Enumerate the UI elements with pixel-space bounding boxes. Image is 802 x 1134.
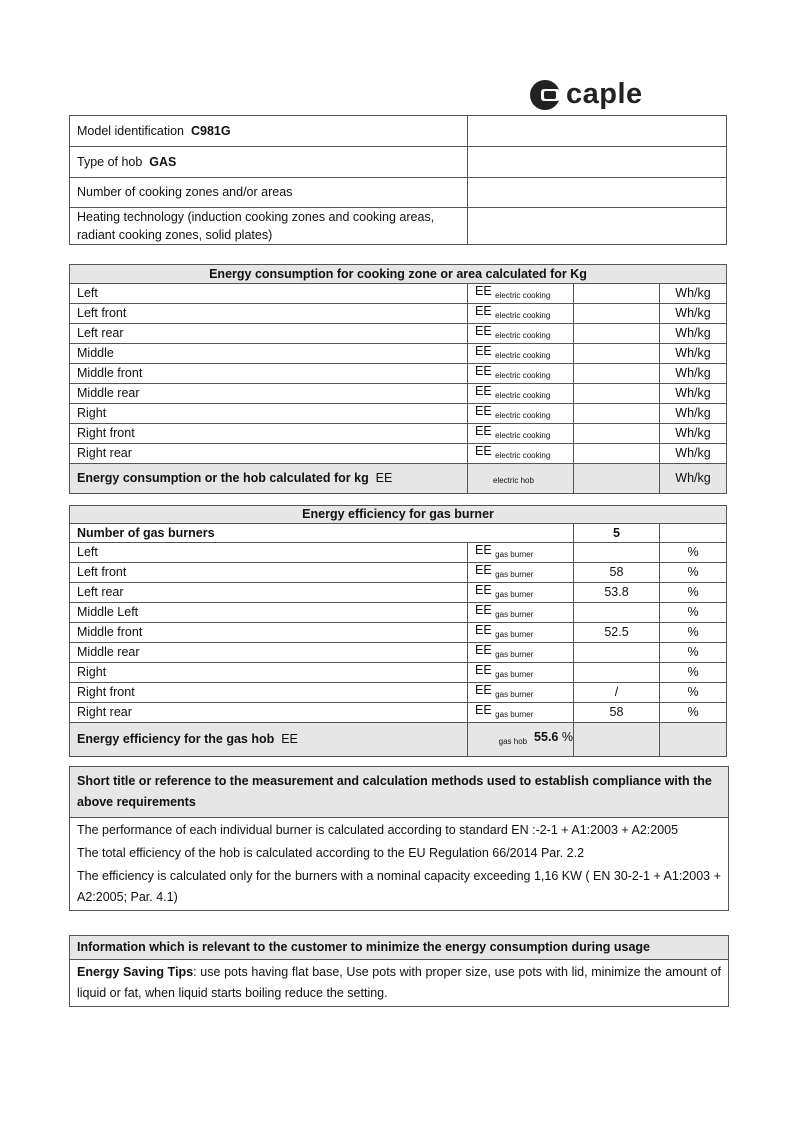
ee-label	[468, 623, 574, 643]
gas-row	[70, 663, 727, 683]
ee-subscript: gas burner	[495, 570, 534, 579]
electric-row	[70, 324, 727, 344]
ee-text: EE	[475, 603, 492, 617]
gas-row	[70, 683, 727, 703]
zone-value	[574, 444, 660, 464]
methods-line: The performance of each individual burner is calculated according to standard EN :-2-1 + A1:2003 + A2:2005	[77, 823, 679, 837]
zone-value	[574, 424, 660, 444]
ee-label	[468, 703, 574, 723]
ee-label	[468, 603, 574, 623]
burner-name: Middle front	[70, 623, 468, 643]
electric-row	[70, 364, 727, 384]
ee-subscript: electric cooking	[495, 311, 551, 320]
ee-text: EE	[375, 471, 393, 485]
gas-row	[70, 703, 727, 723]
methods-line: The total efficiency of the hob is calculated according to the EU Regulation 66/2014 Par. 2.2	[77, 846, 585, 860]
info-row	[70, 116, 727, 147]
burner-value: 58	[574, 563, 660, 583]
ee-subscript: gas burner	[495, 550, 534, 559]
info-value	[468, 178, 727, 208]
zone-name: Left rear	[70, 324, 468, 344]
zone-value	[574, 344, 660, 364]
info-row	[70, 208, 727, 245]
total-label	[70, 723, 468, 757]
gas-row	[70, 603, 727, 623]
ee-text: EE	[475, 543, 492, 557]
ee-text: EE	[475, 703, 492, 717]
ee-text: EE	[475, 444, 492, 458]
ee-text: EE	[475, 404, 492, 418]
methods-title: Short title or reference to the measurement and calculation methods used to establish compliance with the above requirements	[70, 767, 728, 818]
ee-subscript: gas burner	[495, 610, 534, 619]
ee-subscript: gas hob	[498, 737, 528, 746]
burner-name: Right	[70, 663, 468, 683]
burners-label: Number of gas burners	[70, 524, 574, 543]
methods-line: The efficiency is calculated only for the burners with a nominal capacity exceeding 1,16 KW ( EN 30-2-1 + A1:2003 + A2:2005; Par. 4.1)	[77, 869, 721, 904]
unit: Wh/kg	[660, 464, 727, 494]
total-ee	[468, 723, 574, 757]
burner-value	[574, 663, 660, 683]
tips-panel	[69, 935, 729, 1007]
ee-label	[468, 384, 574, 404]
total-label-text: Energy consumption or the hob calculated for kg	[77, 471, 369, 485]
ee-text: EE	[475, 364, 492, 378]
total-unit: %	[561, 730, 573, 744]
ee-text: EE	[475, 424, 492, 438]
gas-row	[70, 623, 727, 643]
gas-total-row	[70, 723, 727, 757]
total-label-text: Energy efficiency for the gas hob	[77, 732, 275, 746]
burner-value: 58	[574, 703, 660, 723]
unit: Wh/kg	[660, 444, 727, 464]
zone-name: Right rear	[70, 444, 468, 464]
burner-name: Middle rear	[70, 643, 468, 663]
ee-label	[468, 364, 574, 384]
unit: Wh/kg	[660, 304, 727, 324]
burner-value	[574, 643, 660, 663]
unit: Wh/kg	[660, 324, 727, 344]
ee-label	[468, 304, 574, 324]
unit: Wh/kg	[660, 284, 727, 304]
ee-subscript: gas burner	[495, 670, 534, 679]
zone-name: Middle rear	[70, 384, 468, 404]
ee-subscript: electric cooking	[495, 451, 551, 460]
burner-value: 53.8	[574, 583, 660, 603]
ee-text: EE	[475, 643, 492, 657]
zone-name: Right	[70, 404, 468, 424]
logo-text: caple	[566, 78, 643, 110]
ee-subscript: electric cooking	[495, 331, 551, 340]
zone-name: Right front	[70, 424, 468, 444]
gas-table	[69, 505, 727, 757]
electric-row	[70, 424, 727, 444]
unit: %	[660, 663, 727, 683]
info-label: Number of cooking zones and/or areas	[77, 185, 293, 199]
electric-row	[70, 284, 727, 304]
ee-label	[468, 683, 574, 703]
total-label	[70, 464, 468, 494]
ee-label	[468, 643, 574, 663]
electric-title: Energy consumption for cooking zone or area calculated for Kg	[70, 265, 727, 284]
burner-value	[574, 603, 660, 623]
model-value: C981G	[190, 123, 231, 138]
ee-label	[468, 583, 574, 603]
ee-label	[468, 284, 574, 304]
burner-value: /	[574, 683, 660, 703]
burner-name: Left rear	[70, 583, 468, 603]
ee-subscript: electric cooking	[495, 411, 551, 420]
total-ee	[468, 464, 574, 494]
ee-label	[468, 563, 574, 583]
ee-subscript: electric cooking	[495, 431, 551, 440]
tips-text: : use pots having flat base, Use pots with proper size, use pots with lid, minimize the amount of liquid or fat, when liquid starts boiling reduce the setting.	[77, 965, 721, 1000]
zone-name: Left front	[70, 304, 468, 324]
electric-row	[70, 444, 727, 464]
zone-value	[574, 304, 660, 324]
caple-logo	[530, 78, 643, 111]
ee-subscript: gas burner	[495, 630, 534, 639]
electric-row	[70, 304, 727, 324]
unit: Wh/kg	[660, 384, 727, 404]
burner-name: Right front	[70, 683, 468, 703]
zone-value	[574, 404, 660, 424]
ee-subscript: electric hob	[493, 476, 534, 485]
ee-text: EE	[475, 384, 492, 398]
gas-row	[70, 563, 727, 583]
zone-name: Left	[70, 284, 468, 304]
burners-value: 5	[574, 524, 660, 543]
empty	[660, 723, 727, 757]
zone-value	[574, 384, 660, 404]
ee-text: EE	[475, 563, 492, 577]
ee-subscript: electric cooking	[495, 291, 551, 300]
ee-text: EE	[281, 732, 298, 746]
unit: %	[660, 623, 727, 643]
unit: %	[660, 543, 727, 563]
burner-name: Left	[70, 543, 468, 563]
info-row	[70, 178, 727, 208]
ee-subscript: electric cooking	[495, 351, 551, 360]
ee-text: EE	[475, 583, 492, 597]
unit: %	[660, 683, 727, 703]
empty	[574, 723, 660, 757]
ee-text: EE	[475, 284, 492, 298]
unit: Wh/kg	[660, 344, 727, 364]
burner-value	[574, 543, 660, 563]
ee-label	[468, 444, 574, 464]
ee-text: EE	[475, 344, 492, 358]
unit: %	[660, 563, 727, 583]
electric-row	[70, 404, 727, 424]
total-value: 55.6	[534, 730, 559, 744]
ee-subscript: gas burner	[495, 650, 534, 659]
electric-total-row	[70, 464, 727, 494]
info-value	[468, 208, 727, 245]
ee-label	[468, 324, 574, 344]
zone-value	[574, 324, 660, 344]
info-row	[70, 147, 727, 178]
ee-label	[468, 543, 574, 563]
ee-text: EE	[475, 623, 492, 637]
unit: Wh/kg	[660, 424, 727, 444]
gas-row	[70, 583, 727, 603]
caple-logo-icon	[530, 80, 560, 110]
ee-text: EE	[475, 683, 492, 697]
ee-text: EE	[475, 663, 492, 677]
zone-value	[574, 364, 660, 384]
burner-name: Middle Left	[70, 603, 468, 623]
zone-value	[574, 284, 660, 304]
zone-name: Middle	[70, 344, 468, 364]
gas-row	[70, 643, 727, 663]
ee-subscript: gas burner	[495, 710, 534, 719]
info-label: Heating technology (induction cooking zones and cooking areas, radiant cooking zones, solid plates)	[70, 208, 468, 245]
tips-label: Energy Saving Tips	[77, 965, 194, 979]
burner-name: Left front	[70, 563, 468, 583]
methods-panel	[69, 766, 729, 911]
electric-table	[69, 264, 727, 494]
unit: %	[660, 583, 727, 603]
gas-row	[70, 543, 727, 563]
ee-label	[468, 663, 574, 683]
gas-title: Energy efficiency for gas burner	[70, 506, 727, 524]
electric-row	[70, 344, 727, 364]
hob-type-value: GAS	[149, 154, 177, 169]
unit: Wh/kg	[660, 364, 727, 384]
burner-name: Right rear	[70, 703, 468, 723]
unit: Wh/kg	[660, 404, 727, 424]
ee-subscript: electric cooking	[495, 371, 551, 380]
ee-label	[468, 424, 574, 444]
ee-subscript: gas burner	[495, 590, 534, 599]
burner-value: 52.5	[574, 623, 660, 643]
ee-text: EE	[475, 304, 492, 318]
unit: %	[660, 603, 727, 623]
ee-label	[468, 344, 574, 364]
ee-subscript: electric cooking	[495, 391, 551, 400]
info-label: Model identification	[77, 123, 185, 138]
total-value	[574, 464, 660, 494]
ee-subscript: gas burner	[495, 690, 534, 699]
tips-title: Information which is relevant to the customer to minimize the energy consumption during usage	[70, 936, 728, 960]
electric-row	[70, 384, 727, 404]
info-label: Type of hob	[77, 154, 143, 169]
ee-text: EE	[475, 324, 492, 338]
unit: %	[660, 703, 727, 723]
zone-name: Middle front	[70, 364, 468, 384]
ee-label	[468, 404, 574, 424]
info-table	[69, 115, 727, 245]
unit: %	[660, 643, 727, 663]
